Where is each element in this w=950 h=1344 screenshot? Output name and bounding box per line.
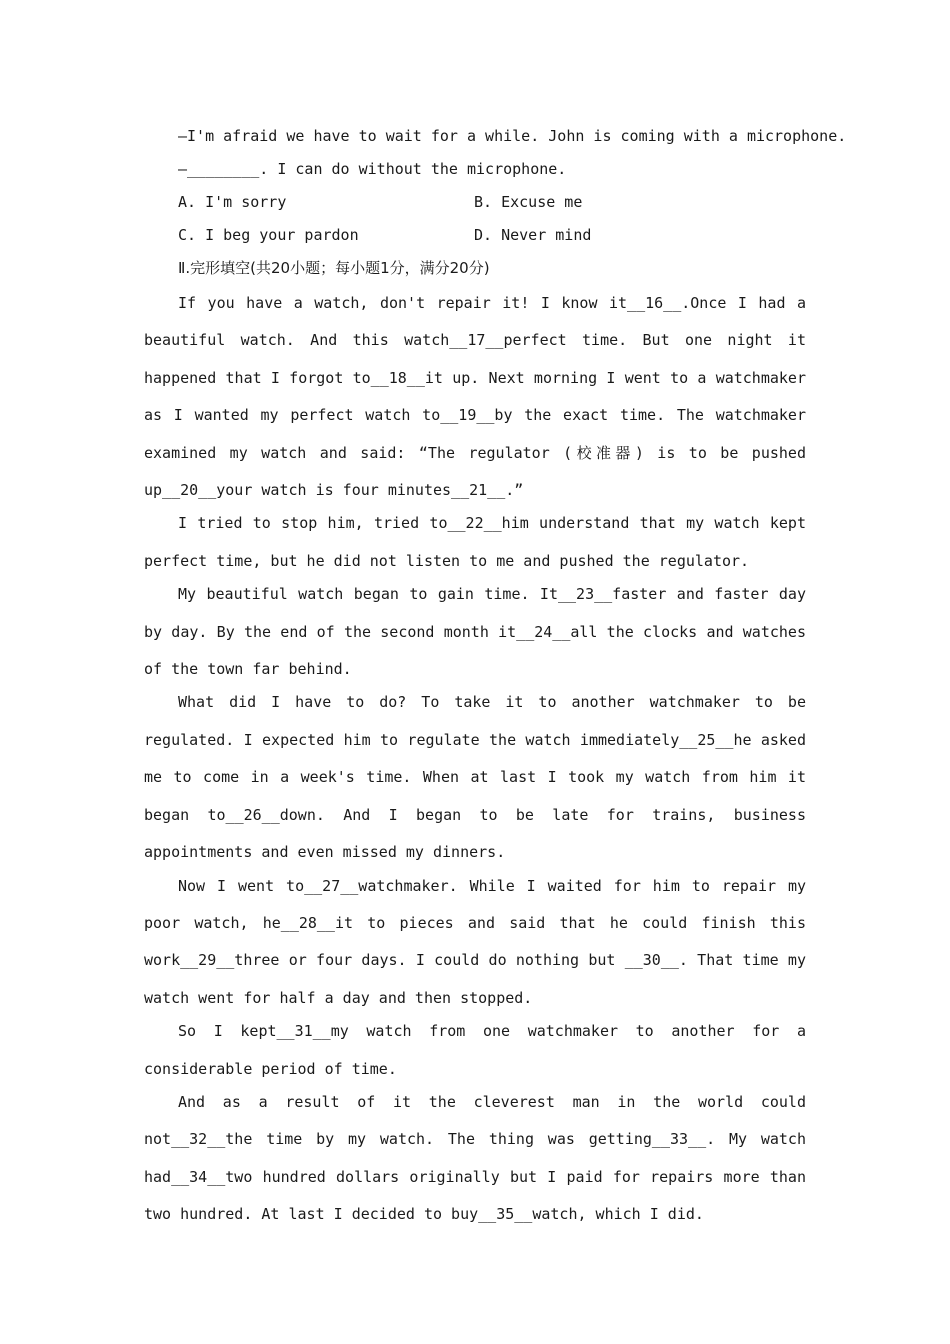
dialog-line-2: —________. I can do without the microphone. — [178, 160, 567, 178]
passage-paragraph-4: What did I have to do? To take it to another watchmaker to be regulated. I expected him to regulate the watch immediately__25__he asked me to come in a week's time. When at last I took my watch from him it began to__26__down. And I began to be late for trains, business appointments and even missed my dinners. — [144, 693, 806, 862]
dialog-line-1: —I'm afraid we have to wait for a while. John is coming with a microphone. — [178, 127, 847, 145]
options-row-2 — [144, 219, 806, 252]
option-d: D. Never mind — [474, 226, 592, 244]
passage-paragraph-5: Now I went to__27__watchmaker. While I waited for him to repair my poor watch, he__28__it to pieces and said that he could finish this work__29__three or four days. I could do nothing but __30__. That time my watch went for half a day and then stopped. — [144, 876, 806, 1007]
option-c: C. I beg your pardon — [178, 226, 359, 244]
passage-paragraph-7: And as a result of it the cleverest man in the world could not__32__the time by my watch. The thing was getting__33__. My watch had__34__two hundred dollars originally but I paid for repairs more than two hundred. At last I decided to buy__35__watch, which I did. — [144, 1092, 806, 1224]
options-row-1 — [144, 186, 806, 219]
passage-paragraph-6: So I kept__31__my watch from one watchmaker to another for a considerable period of time. — [144, 1022, 806, 1078]
section-heading: Ⅱ.完形填空(共20小题；每小题1分，满分20分) — [178, 259, 490, 277]
passage-paragraph-1: If you have a watch, don't repair it! I know it__16__.Once I had a beautiful watch. And this watch__17__perfect time. But one night it happened that I forgot to__18__it up. Next morning I went to a watchmaker as I wanted my perfect watch to__19__by the exact time. The watchmaker examined my watch and said: “The regulator (校准器) is to be pushed up__20__your watch is four minutes__21__.” — [144, 294, 806, 500]
option-a: A. I'm sorry — [178, 193, 287, 211]
option-b: B. Excuse me — [474, 193, 583, 211]
page-content — [144, 120, 847, 1234]
passage-paragraph-3: My beautiful watch began to gain time. It__23__faster and faster day by day. By the end of the second month it__24__all the clocks and watches of the town far behind. — [144, 585, 806, 679]
passage-paragraph-2: I tried to stop him, tried to__22__him understand that my watch kept perfect time, but he did not listen to me and pushed the regulator. — [144, 514, 806, 570]
